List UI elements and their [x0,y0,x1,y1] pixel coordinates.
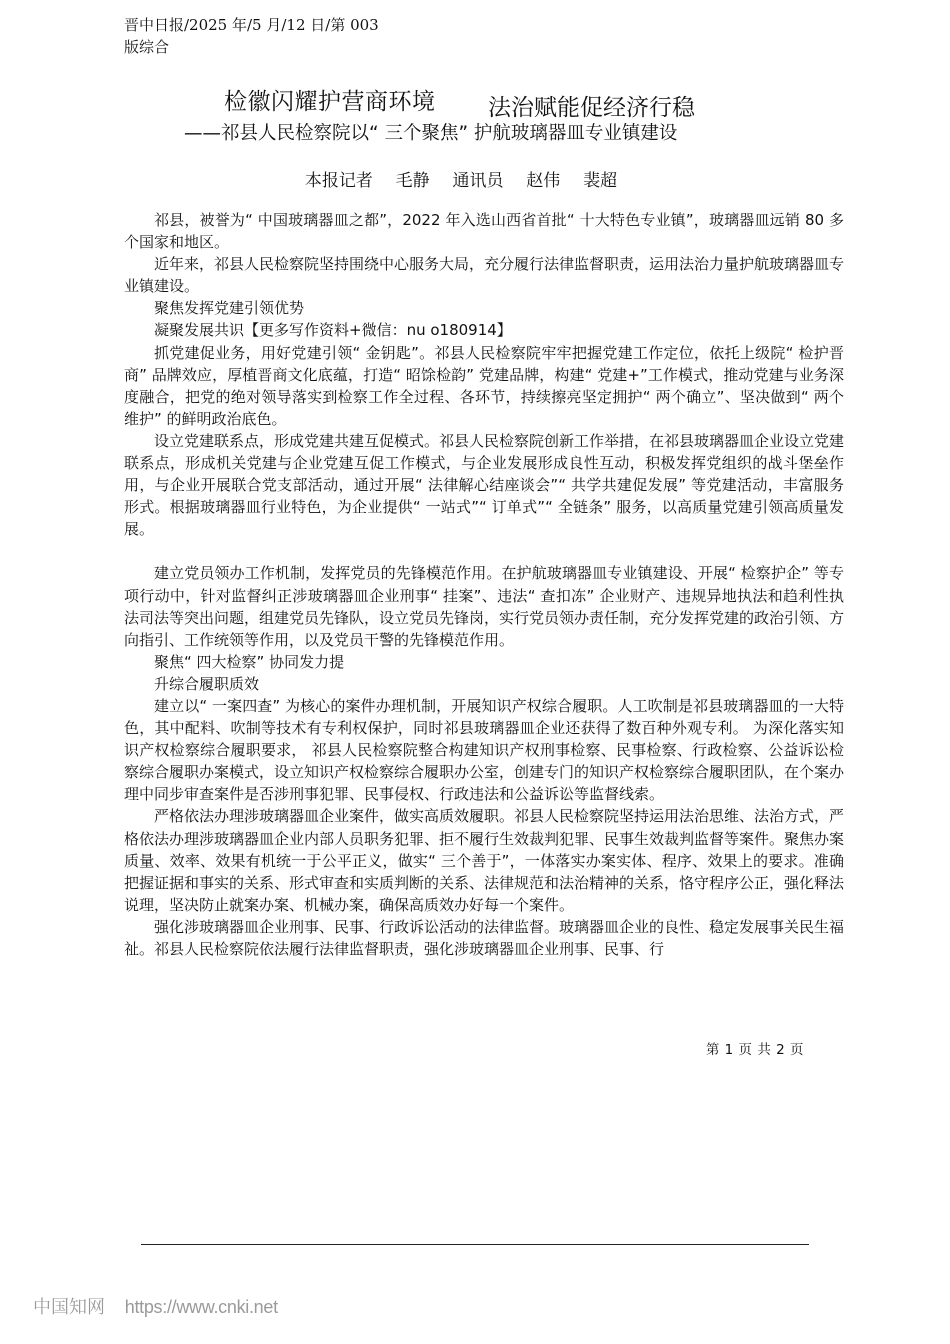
page-number: 第 1 页 共 2 页 [705,1042,804,1058]
headline-subtitle: ——祁县人民检察院以“ 三个聚焦” 护航玻璃器皿专业镇建设 [184,123,678,144]
headline-main [120,83,840,121]
paragraph: 建立以“ 一案四查” 为核心的案件办理机制，开展知识产权综合履职。人工吹制是祁县玻璃器皿的一大特色，其中配料、吹制等技术有专利权保护，同时祁县玻璃器皿企业还获得了数百种外观专利。 为深化落实知识产权检察综合履职要求， 祁县人民检察院整合构建知识产权刑事检察、民事检察、行政检察、公益诉讼检察综合履职办案模式，设立知识产权检察综合履职办公室，创建专门的知识产权检察综合履职团队，在个案办理中同步审查案件是否涉刑事犯罪、民事侵权、行政违法和公益诉讼等监督线索。 [124,696,845,804]
footer-divider [141,1244,809,1245]
paragraph: 严格依法办理涉玻璃器皿企业案件，做实高质效履职。祁县人民检察院坚持运用法治思维、法治方式，严格依法办理涉玻璃器皿企业内部人员职务犯罪、拒不履行生效裁判犯罪、民事生效裁判监督等案件。聚焦办案质量、效率、效果有机统一于公平正义，做实“ 三个善于”，一体落实办案实体、程序、效果上的要求。准确把握证据和事实的关系、形式审查和实质判断的关系、法律规范和法治精神的关系，恪守程序公正，强化释法说理，坚决防止就案办案、机械办案，确保高质效办好每一个案件。 [124,807,845,914]
watermark-brand: 中国知网 [33,1297,105,1318]
paragraph: 抓党建促业务，用好党建引领“ 金钥匙”。祁县人民检察院牢牢把握党建工作定位，依托上级院“ 检护晋商” 品牌效应，厚植晋商文化底蕴，打造“ 昭馀检韵” 党建品牌，构建“ 党建+”工作模式，推动党建与业务深度融合，把党的绝对领导落实到检察工作全过程、各环节，持续擦亮坚定拥护“ 两个确立”、坚决做到“ 两个维护” 的鲜明政治底色。 [124,343,844,428]
section-heading: 升综合履职质效 [154,674,260,693]
paragraph: 近年来，祁县人民检察院坚持围绕中心服务大局，充分履行法律监督职责，运用法治力量护航玻璃器皿专业镇建设。 [124,255,845,296]
article-body [124,209,844,960]
headline-part-2: 法治赋能促经济行稳 [488,95,695,121]
source-line-2: 版综合 [124,38,170,56]
section-heading: 聚焦“ 四大检察” 协同发力提 [154,652,345,671]
source-line-1: 晋中日报/2025 年/5 月/12 日/第 003 [124,16,379,34]
paragraph: 祁县，被誉为“ 中国玻璃器皿之都”，2022 年入选山西省首批“ 十大特色专业镇”，玻璃器皿远销 80 多个国家和地区。 [124,211,844,252]
watermark-url: https://www.cnki.net [124,1297,278,1317]
headline-part-1: 检徽闪耀护营商环境 [224,89,436,115]
source-citation [124,14,424,58]
byline: 本报记者 毛静 通讯员 赵伟 裴超 [304,171,618,191]
paragraph: 设立党建联系点，形成党建共建互促模式。祁县人民检察院创新工作举措，在祁县玻璃器皿企业设立党建联系点，形成机关党建与企业党建互促工作模式，与企业发展形成良性互动，积极发挥党组织的战斗堡垒作用，与企业开展联合党支部活动，通过开展“ 法律解心结座谈会”“ 共学共建促发展” 等党建活动，丰富服务形式。根据玻璃器皿行业特色，为企业提供“ 一站式”“ 订单式”“ 全链条” 服务，以高质量党建引领高质量发展。 [124,431,845,539]
headline-block [120,83,840,144]
section-heading: 聚焦发挥党建引领优势 [154,299,305,318]
paragraph: 建立党员领办工作机制，发挥党员的先锋模范作用。在护航玻璃器皿专业镇建设、开展“ 检察护企” 等专项行动中，针对监督纠正涉玻璃器皿企业刑事“ 挂案”、违法“ 查扣冻” 企业财产、违规异地执法和趋利性执法司法等突出问题，组建党员先锋队，设立党员先锋岗，实行党员领办责任制，充分发挥党建的政治引领、方向指引、工作统领等作用，以及党员干警的先锋模范作用。 [124,564,845,649]
section-heading: 凝聚发展共识【更多写作资料+微信：nu o180914】 [154,321,512,340]
paragraph: 强化涉玻璃器皿企业刑事、民事、行政诉讼活动的法律监督。玻璃器皿企业的良性、稳定发展事关民生福祉。祁县人民检察院依法履行法律监督职责，强化涉玻璃器皿企业刑事、民事、行 [124,917,845,958]
cnki-watermark [33,1293,278,1319]
